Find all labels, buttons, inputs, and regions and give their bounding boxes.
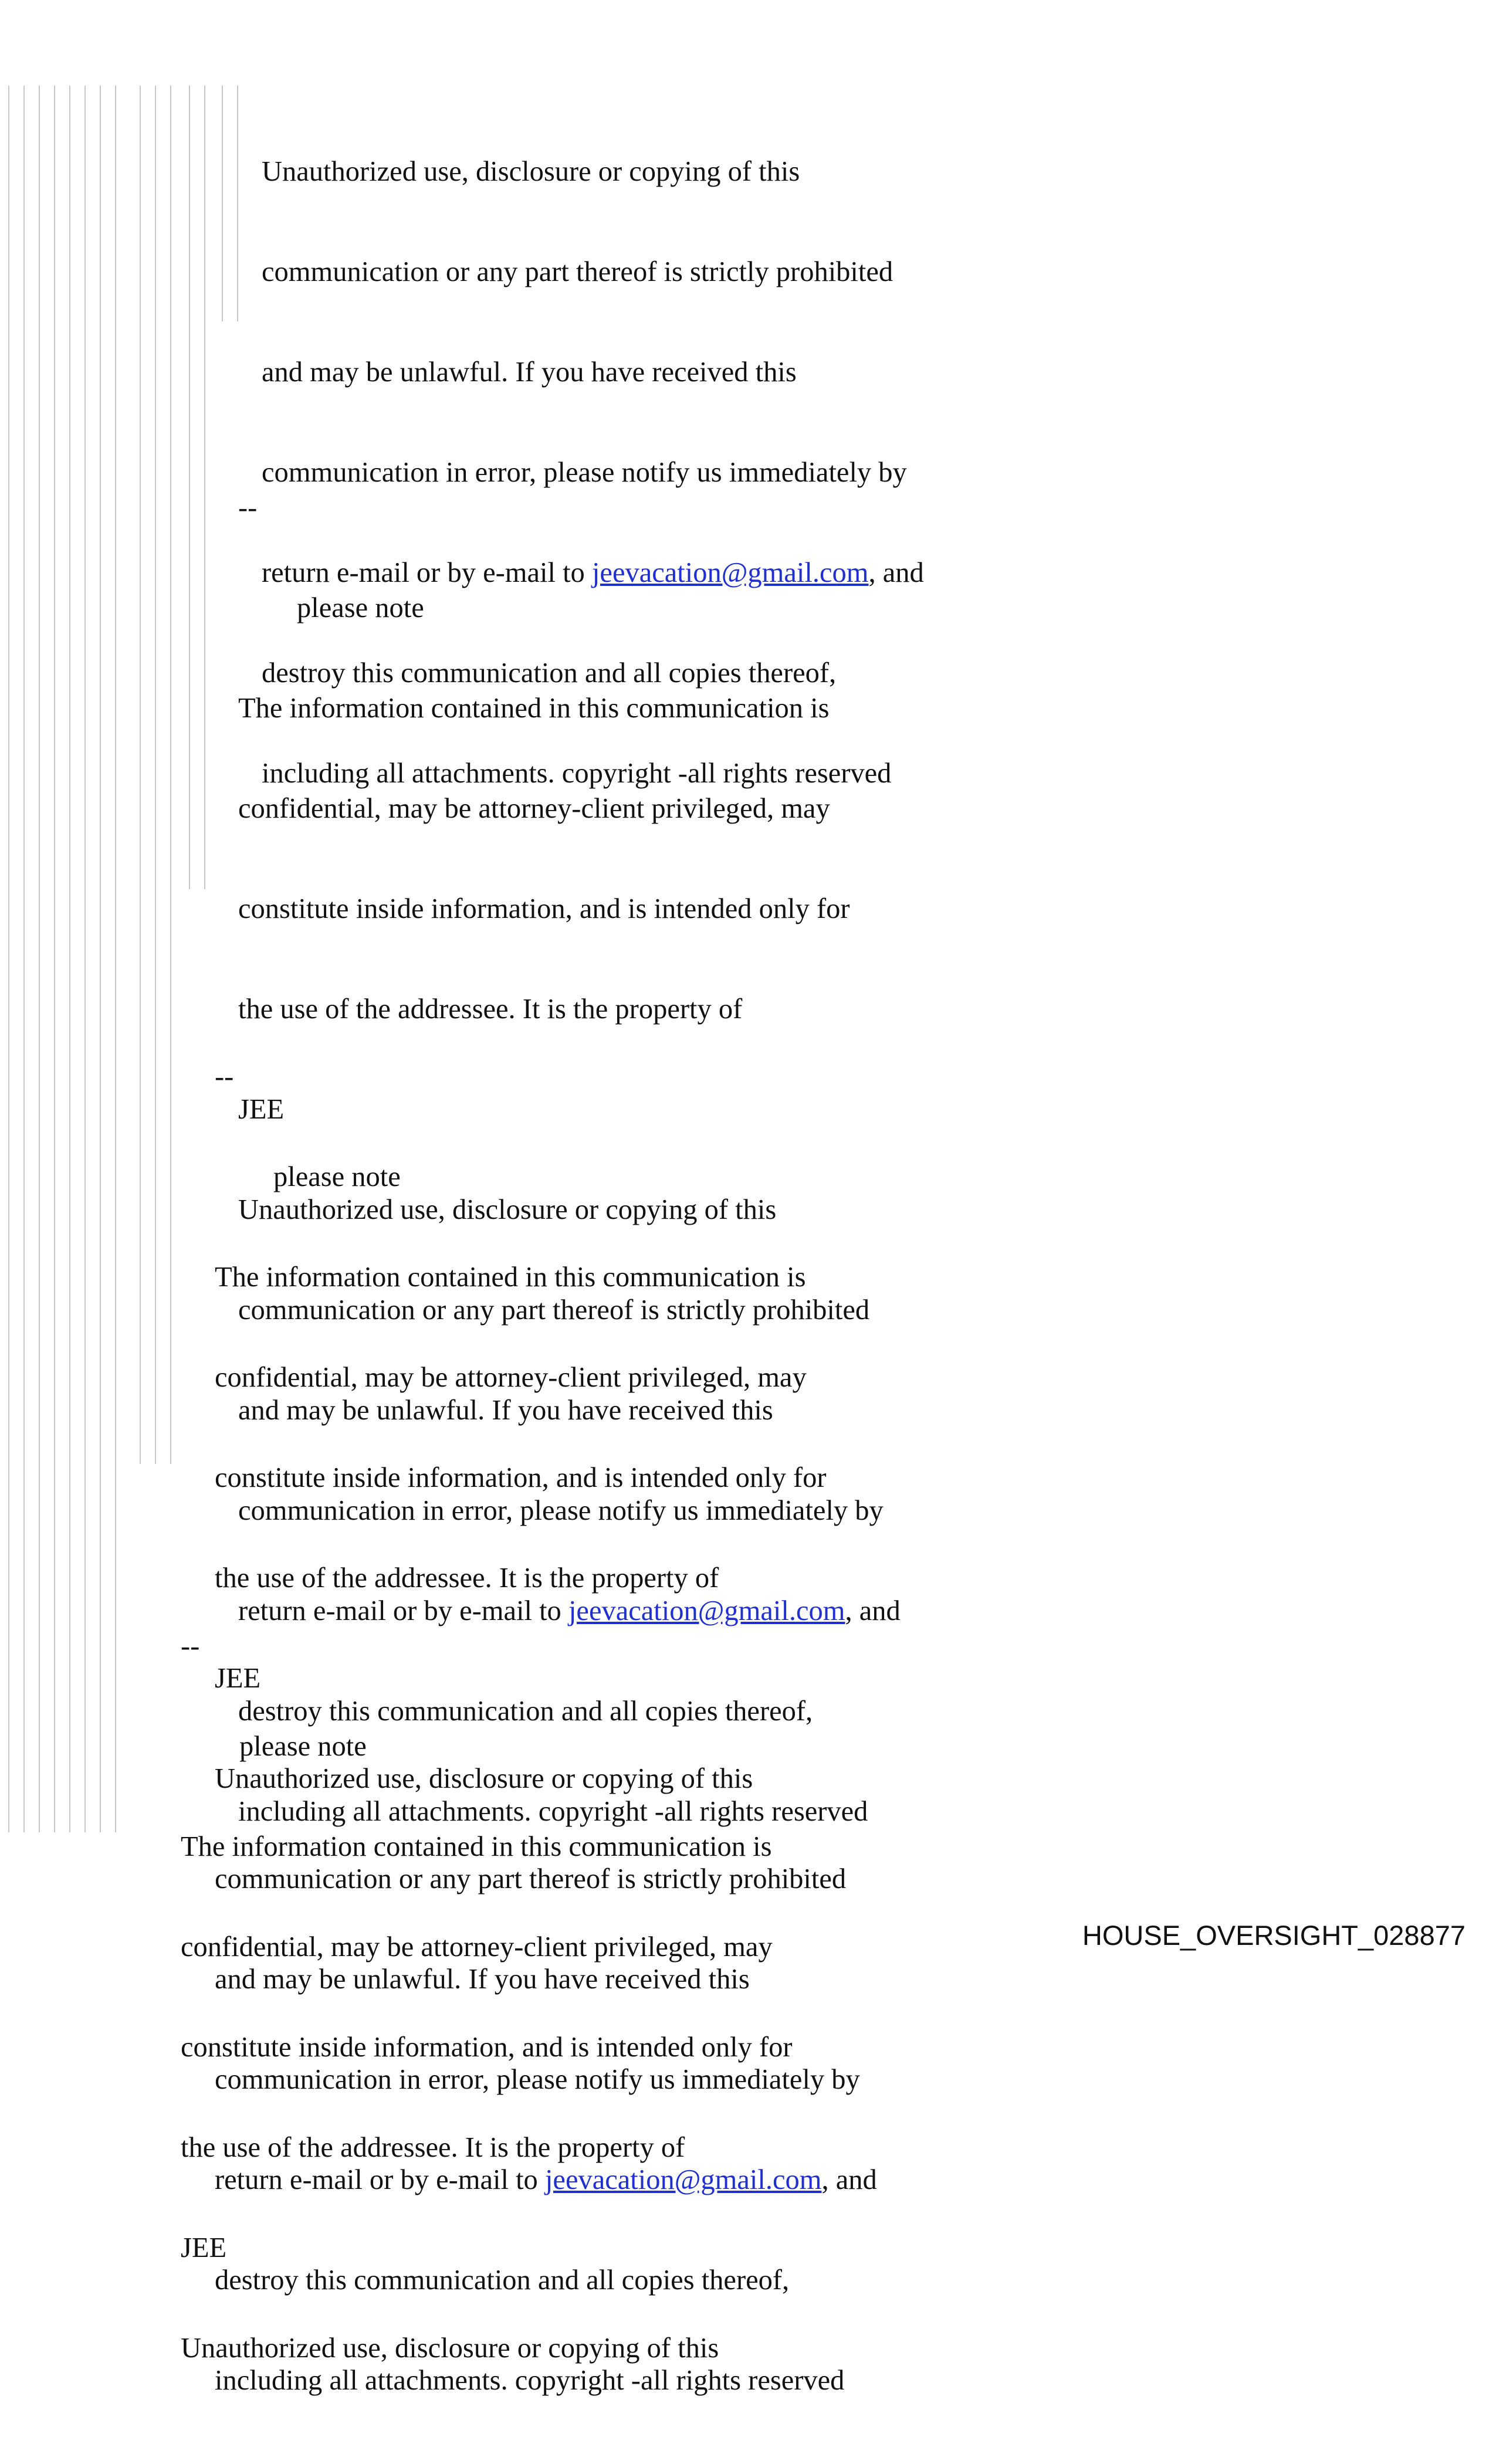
note-title: please note: [273, 1161, 401, 1192]
quote-bar: [115, 86, 116, 1832]
text-line: Unauthorized use, disclosure or copying of this: [215, 1763, 753, 1794]
signature-separator: --: [181, 1631, 200, 1662]
quote-bar: [140, 86, 141, 1464]
text-line: and may be unlawful. If you have received this: [262, 357, 797, 388]
email-suffix: , and: [868, 557, 924, 588]
quote-bar: [23, 86, 25, 1832]
text-line: The information contained in this communication is: [238, 693, 830, 724]
quote-bar: [170, 86, 171, 1464]
text-line: destroy this communication and all copies thereof,: [215, 2265, 790, 2296]
text-line: communication in error, please notify us immediately by: [262, 457, 907, 488]
text-line: and may be unlawful. If you have received this: [215, 1964, 750, 1995]
quote-bar: [204, 86, 205, 889]
quote-bar: [84, 86, 86, 1832]
text-line: the use of the addressee. It is the property of: [215, 1563, 719, 1594]
text-line: constitute inside information, and is intended only for: [181, 2032, 793, 2063]
text-line: including all attachments. copyright -all rights reserved: [238, 1796, 868, 1827]
text-line: destroy this communication and all copies thereof,: [262, 657, 837, 689]
text-line: JEE: [181, 2232, 227, 2263]
note-title: please note: [297, 592, 424, 623]
text-line: the use of the addressee. It is the property of: [238, 994, 743, 1025]
quote-bar: [222, 86, 223, 321]
quote-bar: [189, 86, 190, 889]
email-prefix: return e-mail or by e-mail to: [262, 557, 592, 588]
text-line: Unauthorized use, disclosure or copying of this: [262, 156, 800, 187]
text-line: confidential, may be attorney-client privileged, may: [215, 1362, 807, 1393]
text-line: constitute inside information, and is intended only for: [238, 893, 850, 924]
signature-separator: --: [215, 1061, 234, 1092]
email-link[interactable]: jeevacation@gmail.com: [591, 557, 869, 588]
quote-bar: [100, 86, 101, 1832]
disclaimer-block-4: [181, 1563, 793, 2432]
note-title: please note: [239, 1731, 367, 1762]
email-prefix: return e-mail or by e-mail to: [238, 1595, 568, 1626]
email-prefix: return e-mail or by e-mail to: [215, 2164, 545, 2195]
quote-bar: [237, 86, 238, 321]
email-suffix: , and: [821, 2164, 877, 2195]
bates-number: HOUSE_OVERSIGHT_028877: [1082, 1920, 1465, 1951]
text-line: communication or any part thereof is strictly prohibited: [215, 1863, 847, 1894]
signature-separator: --: [238, 492, 258, 523]
quote-bar: [69, 86, 70, 1832]
text-line: The information contained in this communication is: [215, 1262, 806, 1293]
text-line: including all attachments. copyright -all rights reserved: [215, 2365, 845, 2396]
text-line: Unauthorized use, disclosure or copying of this: [238, 1194, 777, 1225]
text-line: communication in error, please notify us immediately by: [215, 2064, 860, 2095]
text-line: Unauthorized use, disclosure or copying of this: [181, 2333, 719, 2364]
quote-bar: [8, 86, 9, 1832]
text-line: and may be unlawful. If you have received this: [238, 1395, 773, 1426]
quote-bar: [155, 86, 156, 1464]
text-line: the use of the addressee. It is the property of: [181, 2132, 685, 2163]
text-line: communication or any part thereof is strictly prohibited: [238, 1294, 870, 1326]
quote-bar: [54, 86, 55, 1832]
text-line: The information contained in this communication is: [181, 1831, 772, 1862]
text-line: confidential, may be attorney-client privileged, may: [181, 1931, 773, 1963]
text-line: communication in error, please notify us immediately by: [238, 1495, 884, 1526]
email-suffix: , and: [845, 1595, 901, 1626]
email-link[interactable]: jeevacation@gmail.com: [544, 2164, 822, 2195]
text-line: JEE: [215, 1663, 261, 1694]
text-line: constitute inside information, and is intended only for: [215, 1462, 827, 1493]
email-link[interactable]: jeevacation@gmail.com: [568, 1595, 845, 1626]
quote-bar: [39, 86, 40, 1832]
text-line: confidential, may be attorney-client privileged, may: [238, 793, 830, 824]
text-line: JEE: [238, 1094, 285, 1125]
text-line: communication or any part thereof is strictly prohibited: [262, 256, 893, 287]
text-line: destroy this communication and all copies thereof,: [238, 1696, 813, 1727]
text-line: including all attachments. copyright -all rights reserved: [262, 758, 892, 789]
